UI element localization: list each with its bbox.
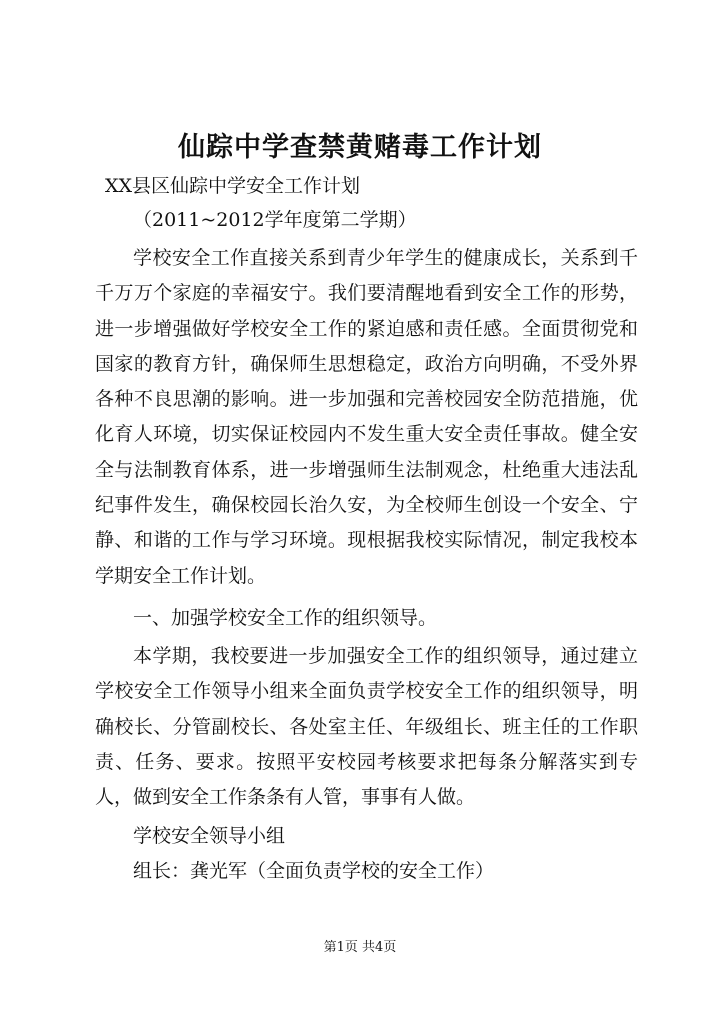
page-footer: 第1页 共4页: [323, 940, 397, 955]
section-1-paragraph: 本学期，我校要进一步加强安全工作的组织领导，通过建立学校安全工作领导小组来全面负责学校安全工作的组织领导，明确校长、分管副校长、各处室主任、年级组长、班主任的工作职责、任务、要求。按照平安校园考核要求把每条分解落实到专人，做到安全工作条条有人管，事事有人做。: [95, 645, 638, 809]
term-line: （2011~2012学年度第二学期）: [133, 209, 417, 231]
leader-line: 组长：龚光军（全面负责学校的安全工作）: [133, 860, 495, 882]
section-1-heading: 一、加强学校安全工作的组织领导。: [133, 607, 438, 629]
group-heading: 学校安全领导小组: [133, 825, 286, 847]
intro-paragraph: 学校安全工作直接关系到青少年学生的健康成长，关系到千千万万个家庭的幸福安宁。我们要清醒地看到安全工作的形势，进一步增强做好学校安全工作的紧迫感和责任感。全面贯彻党和国家的教育方针，确保师生思想稳定，政治方向明确，不受外界各种不良思潮的影响。进一步加强和完善校园安全防范措施，优化育人环境，切实保证校园内不发生重大安全责任事故。健全安全与法制教育体系，进一步增强师生法制观念，杜绝重大违法乱纪事件发生，确保校园长治久安，为全校师生创设一个安全、宁静、和谐的工作与学习环境。现根据我校实际情况，制定我校本学期安全工作计划。: [95, 247, 638, 587]
document-title: 仙踪中学查禁黄赌毒工作计划: [178, 132, 542, 163]
document-subtitle: XX县区仙踪中学安全工作计划: [105, 175, 361, 197]
